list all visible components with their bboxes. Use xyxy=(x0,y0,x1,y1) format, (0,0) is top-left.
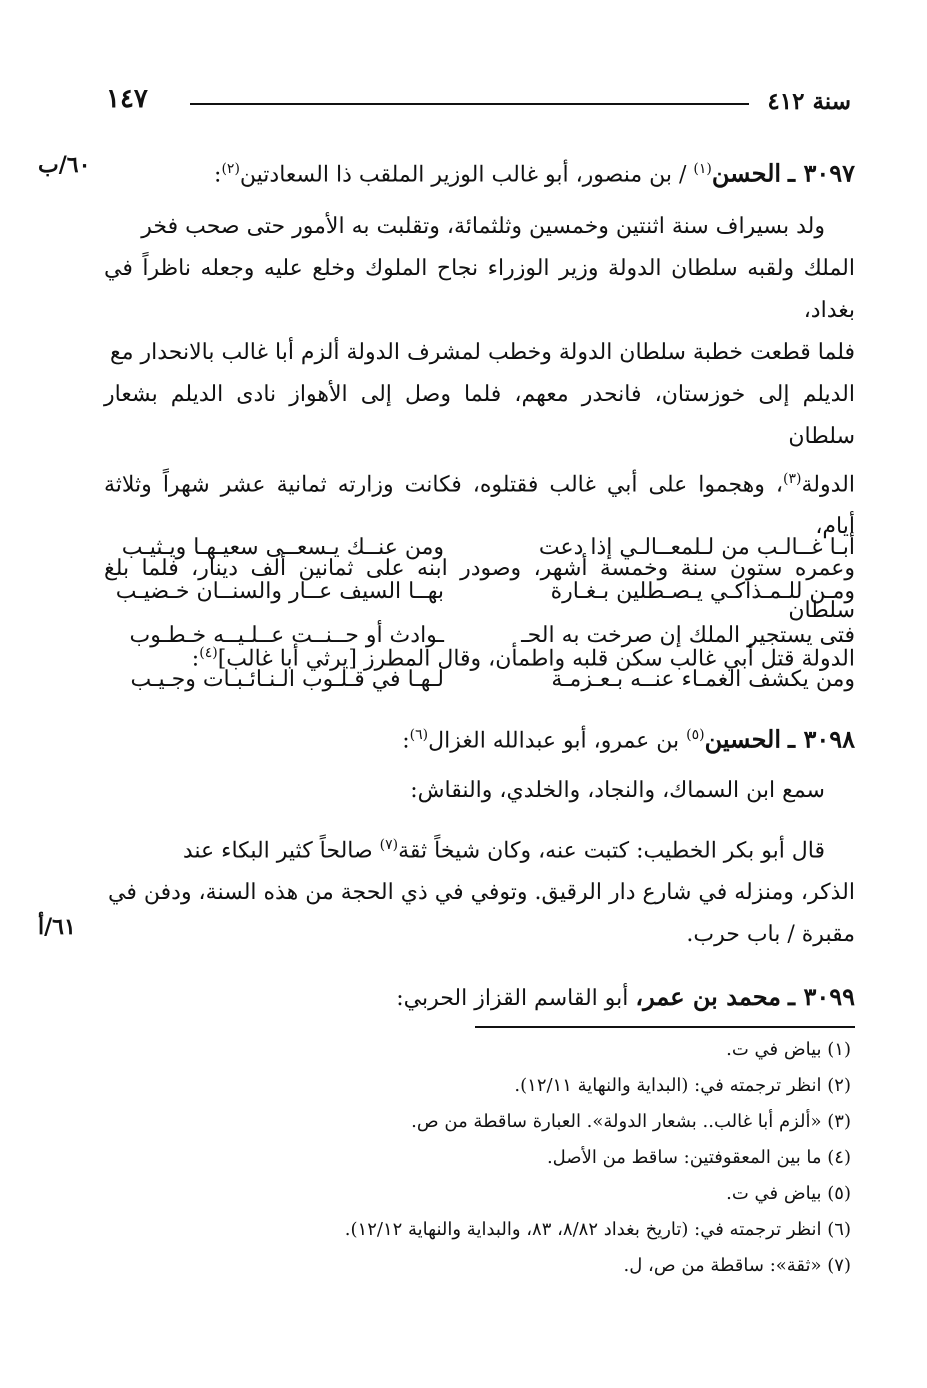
entry-name: الحسن xyxy=(711,158,782,188)
footnote-ref: (٤) xyxy=(199,645,218,662)
poem-verse xyxy=(104,614,855,658)
entry-title-rest: / بن منصور، أبو غالب الوزير الملقب ذا السعادتين xyxy=(239,162,694,188)
text-line: وعمره ستون سنة وخمسة أشهر، وصودر ابنه على ثمانين ألف دينار، فلما بلغ سلطان xyxy=(104,556,855,624)
second-hemistich: لـهـا في قـلـوب الـنـائـبـات وجـيـب xyxy=(130,667,444,692)
footnote: (٧) «ثقة»: ساقطة من ص، ل. xyxy=(623,1255,851,1276)
margin-folio-note: ٦٠/ب xyxy=(38,152,91,178)
entry-number: ٣٠٩٩ ـ xyxy=(788,982,855,1011)
entry-heading-3098 xyxy=(130,716,855,760)
first-hemistich: فتى يستجير الملك إن صرخت به الحـ xyxy=(521,623,855,648)
first-hemistich: ومن يكشف الغمـاء عنــه بـعـزمـة xyxy=(551,667,855,692)
footnote: (٢) انظر ترجمته في: (البداية والنهاية ١٢/١١). xyxy=(514,1075,851,1096)
entry-title-rest: أبو القاسم القزاز الحربي: xyxy=(396,986,636,1011)
page-number: ١٤٧ xyxy=(106,84,148,114)
text-line: ولد بسيراف سنة اثنتين وخمسين وثلثمائة، وتقلبت به الأمور حتى صحب فخر xyxy=(141,214,825,239)
entry-number: ٣٠٩٨ ـ xyxy=(788,724,855,754)
footnote: (٦) انظر ترجمته في: (تاريخ بغداد ٨/٨٢، ٨٣، والبداية والنهاية ١٢/١٢). xyxy=(344,1219,851,1240)
footnote-rule xyxy=(475,1026,855,1028)
poem-verse xyxy=(104,526,855,570)
footnote-ref: (٧) xyxy=(379,837,399,853)
footnote: (١) بياض في ت. xyxy=(726,1039,851,1060)
entry-name: الحسين xyxy=(704,724,782,754)
text-span: ، وهجموا على أبي غالب فقتلوه، فكانت وزارته ثمانية عشر شهراً وثلاثة أيام، xyxy=(104,472,855,540)
entry-heading-3097 xyxy=(130,150,855,194)
poem-verse xyxy=(104,570,855,614)
margin-folio-note: ٦١/أ xyxy=(38,914,76,940)
footnote: (٤) ما بين المعقوفتين: ساقط من الأصل. xyxy=(546,1147,851,1168)
text-span: : xyxy=(191,646,200,672)
text-line: الذكر، ومنزله في شارع دار الرقيق. وتوفي في ذي الحجة من هذه السنة، ودفن في xyxy=(108,880,855,906)
text-line: مقبرة / باب حرب. xyxy=(686,922,855,948)
text-line: الديلم إلى خوزستان، فانحدر معهم، فلما وصل إلى الأهواز نادى الديلم بشعار سلطان xyxy=(104,382,855,449)
header-rule xyxy=(190,103,749,105)
first-hemistich: أبـا غــالـب من لـلمعــالـي إذا دعت xyxy=(538,535,855,560)
footnote-ref: (١) xyxy=(693,161,712,177)
entry-colon: : xyxy=(214,162,222,188)
footnote: (٥) بياض في ت. xyxy=(726,1183,851,1204)
text-line: سمع ابن السماك، والنجاد، والخلدي، والنقاش: xyxy=(410,778,825,803)
text-span: صالحاً كثير البكاء عند xyxy=(182,838,380,864)
footnote-ref: (٢) xyxy=(221,161,240,177)
footnote-ref: (٦) xyxy=(409,727,429,743)
elegy-poem xyxy=(104,526,855,702)
footnote-ref: (٣) xyxy=(783,471,802,487)
footnote-ref: (٥) xyxy=(686,727,705,743)
second-hemistich: ـوادث أو حــنــت عــلـيــه خـطـوب xyxy=(129,623,444,648)
second-hemistich: بهــا السيف عــار والسنــان خـضيـب xyxy=(115,579,444,604)
entry-number: ٣٠٩٧ ـ xyxy=(788,158,855,188)
first-hemistich: ومـن للـمـذاكـي يـصـطلين بـغـارة xyxy=(550,579,855,604)
footnotes xyxy=(104,1032,851,1284)
text-span: الدولة قتل أبي غالب سكن قلبه واطمأن، وقال المطرز [يرثي أبا غالب] xyxy=(217,646,855,672)
entry-name: محمد بن عمر، xyxy=(635,982,782,1011)
text-span: قال أبو بكر الخطيب: كتبت عنه، وكان شيخاً ثقة xyxy=(398,838,825,864)
text-line: فلما قطعت خطبة سلطان الدولة وخطب لمشرف الدولة ألزم أبا غالب بالانحدار مع xyxy=(110,340,855,365)
text-line: الملك ولقبه سلطان الدولة وزير الوزراء نجاح الملوك وخلع عليه وجعله ناظراً في بغداد، xyxy=(104,256,855,323)
entry-title-rest: بن عمرو، أبو عبدالله الغزال xyxy=(428,728,687,754)
entry-heading-3099 xyxy=(130,978,855,1018)
text-line xyxy=(104,824,855,872)
biography-3098 xyxy=(104,770,855,956)
running-header-year: سنة ٤١٢ xyxy=(767,88,851,115)
text-span: الدولة xyxy=(801,472,855,498)
entry-colon: : xyxy=(402,728,410,754)
footnote: (٣) «ألزم أبا غالب.. بشعار الدولة». العبارة ساقطة من ص. xyxy=(411,1111,851,1132)
poem-verse xyxy=(104,658,855,702)
second-hemistich: ومن عنــك يـسعــى سعيـهـا ويـثيـب xyxy=(121,535,444,560)
